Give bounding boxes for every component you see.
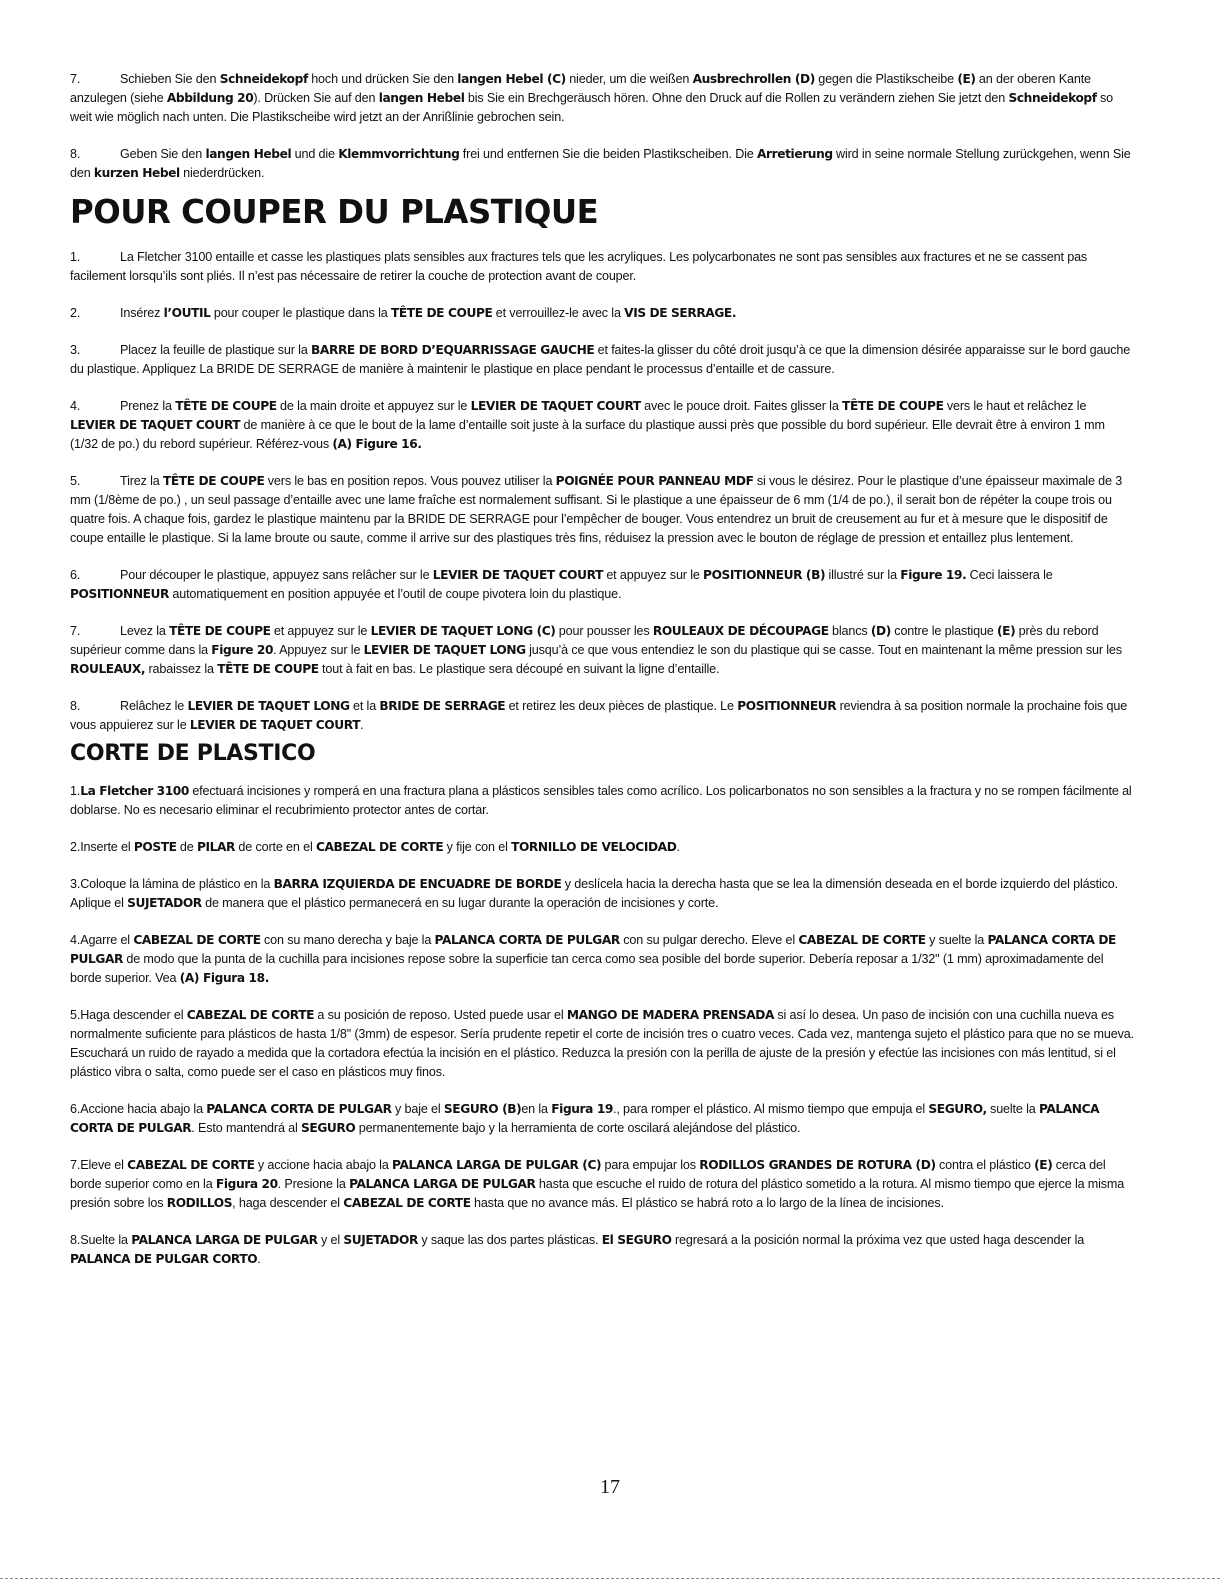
body-text: cerca del borde superior como en la (70, 1158, 1106, 1191)
body-text: . (360, 718, 364, 732)
body-text: Coloque la lámina de plástico en la (80, 877, 274, 891)
body-text: a su posición de reposo. Usted puede usar el (314, 1008, 567, 1022)
es-step-8 (70, 1231, 1134, 1269)
es-step-1 (70, 782, 1134, 820)
step-number: 6. (70, 1102, 81, 1116)
body-text: illustré sur la (825, 568, 901, 582)
bold-term: Schneidekopf (219, 72, 308, 86)
step-number: 1. (70, 250, 81, 264)
body-text: rabaissez la (145, 662, 218, 676)
bold-term: POSITIONNEUR (B) (703, 568, 826, 582)
es-step-4 (70, 931, 1134, 988)
body-text: y suelte la (925, 933, 988, 947)
step-number: 7. (70, 72, 81, 86)
body-text: si vous le désirez. Pour le plastique d’une épaisseur maximale de 3 mm (1/8ème de po.) , un seul passage d’entaille avec une lame fraîche est normalement suffisant. Si le plastique a une épaisseur de 6 mm (1/4 de po.), il serait bon de répéter la coupe trois ou quatre fois. A chaque fois, gardez le plastique maintenu par la BRIDE DE SERRAGE pour l’empêcher de bouger. Vous entendrez un bruit de creusement au fur et à mesure que le dispositif de coupe entaille le plastique. Si la lame broute ou saute, comme il arrive sur des plastiques très fins, réduisez la pression avec le bouton de réglage de pression et entaillez plus lentement. (70, 474, 1123, 545)
bold-term: TÊTE DE COUPE (175, 399, 277, 413)
body-text: frei und entfernen Sie die beiden Plastikscheiben. Die (459, 147, 757, 161)
bold-term: TÊTE DE COUPE (162, 474, 265, 488)
body-text: Inserte el (80, 840, 134, 854)
step-number: 3. (70, 877, 81, 891)
bold-term: RODILLOS (166, 1196, 233, 1210)
body-text: y deslícela hacia la derecha hasta que se lea la dimensión deseada en el borde izquierdo del plástico. Aplique el (70, 877, 1118, 910)
bold-term: TÊTE DE COUPE (842, 399, 944, 413)
bold-term: PALANCA LARGA DE PULGAR (131, 1233, 318, 1247)
body-text: blancs (828, 624, 871, 638)
de-step-8 (70, 145, 1134, 183)
bold-term: POIGNÉE POUR PANNEAU MDF (555, 474, 754, 488)
bold-term: langen Hebel (205, 147, 292, 161)
body-text: Insérez (120, 306, 164, 320)
section-title-spanish: CORTE DE PLASTICO (70, 741, 316, 766)
body-text: Accione hacia abajo la (80, 1102, 207, 1116)
section-title-french: POUR COUPER DU PLASTIQUE (70, 192, 599, 231)
bold-term: SUJETADOR (127, 896, 202, 910)
fr-step-4 (70, 397, 1134, 454)
bold-term: El SEGURO (601, 1233, 672, 1247)
body-text: Haga descender el (80, 1008, 187, 1022)
body-text: et appuyez sur le (602, 568, 704, 582)
body-text: La Fletcher 3100 entaille et casse les plastiques plats sensibles aux fractures tels que les acryliques. Les polycarbonates ne sont pas sensibles aux fractures et ne se cassent pas facilement lorsqu’ils sont pliés. Il n’est pas nécessaire de retirer la couche de protection avant de couper. (70, 250, 1088, 283)
body-text: permanentemente bajo y la herramienta de corte oscilará alejándose del plástico. (355, 1121, 801, 1135)
page-edge-divider (0, 1578, 1220, 1579)
body-text: Eleve el (80, 1158, 128, 1172)
bold-term: VIS DE SERRAGE. (624, 306, 737, 320)
bold-term: POSITIONNEUR (737, 699, 837, 713)
bold-term: SUJETADOR (343, 1233, 418, 1247)
body-text: y accione hacia abajo la (254, 1158, 393, 1172)
body-text: hasta que no avance más. El plástico se habrá roto a lo largo de la línea de incisiones. (470, 1196, 944, 1210)
body-text: nieder, um die weißen (565, 72, 693, 86)
body-text: Relâchez le (120, 699, 188, 713)
bold-term: TÊTE DE COUPE (217, 662, 319, 676)
es-step-7 (70, 1156, 1134, 1213)
body-text: et faites-la glisser du côté droit jusqu’à ce que la dimension désirée apparaisse sur le bord gauche du plastique. Appliquez La BRIDE DE SERRAGE de manière à maintenir le plastique en place pendant le processus d’entaille et de cassure. (70, 343, 1131, 376)
page-number: 17 (600, 1476, 620, 1498)
body-text: de modo que la punta de la cuchilla para incisiones repose sobre la superficie tan cerca como sea posible del borde superior. Debería reposar a 1/32" (1 mm) aproximadamente del borde superior. Vea (70, 952, 1104, 985)
body-text: et appuyez sur le (270, 624, 371, 638)
step-number: 8. (70, 1233, 81, 1247)
body-text: Suelte la (80, 1233, 132, 1247)
body-text: . Esto mantendrá al (191, 1121, 302, 1135)
bold-term: LEVIER DE TAQUET LONG (363, 643, 526, 657)
bold-term: TÊTE DE COUPE (390, 306, 493, 320)
body-text: et retirez les deux pièces de plastique. Le (505, 699, 738, 713)
bold-term: RODILLOS GRANDES DE ROTURA (D) (699, 1158, 936, 1172)
bold-term: LEVIER DE TAQUET COURT (70, 418, 241, 432)
body-text: hasta que escuche el ruido de rotura del plástico sometido a la rotura. Al mismo tiempo que ejerce la misma presión sobre los (70, 1177, 1125, 1210)
body-text: . (676, 840, 680, 854)
bold-term: POSITIONNEUR (70, 587, 170, 601)
body-text: contra el plástico (935, 1158, 1035, 1172)
bold-term: Ausbrechrollen (D) (692, 72, 815, 86)
body-text: Ceci laissera le (966, 568, 1053, 582)
bold-term: Figura 20 (215, 1177, 278, 1191)
body-text: Schieben Sie den (120, 72, 220, 86)
step-number: 5. (70, 1008, 81, 1022)
bold-term: PALANCA CORTA DE PULGAR (70, 1102, 1100, 1135)
body-text: . Appuyez sur le (273, 643, 364, 657)
bold-term: PALANCA LARGA DE PULGAR (349, 1177, 536, 1191)
bold-term: (E) (957, 72, 976, 86)
bold-term: CABEZAL DE CORTE (127, 1158, 255, 1172)
body-text: tout à fait en bas. Le plastique sera découpé en suivant la ligne d’entaille. (318, 662, 720, 676)
body-text: de (176, 840, 197, 854)
body-text: y fije con el (443, 840, 512, 854)
body-text: Tirez la (120, 474, 163, 488)
bold-term: ROULEAUX DE DÉCOUPAGE (652, 624, 829, 638)
bold-term: ROULEAUX, (70, 662, 146, 676)
body-text: et verrouillez-le avec la (492, 306, 625, 320)
bold-term: Figura 19 (551, 1102, 613, 1116)
step-number: 7. (70, 624, 81, 638)
body-text: en la (521, 1102, 552, 1116)
bold-term: BARRA IZQUIERDA DE ENCUADRE DE BORDE (273, 877, 562, 891)
body-text: près du rebord supérieur comme dans la (70, 624, 1099, 657)
body-text: reviendra à sa position normale la prochaine fois que vous appuierez sur le (70, 699, 1128, 732)
bold-term: (A) Figure 16. (332, 437, 422, 451)
body-text: de la main droite et appuyez sur le (276, 399, 471, 413)
step-number: 4. (70, 933, 81, 947)
bold-term: PILAR (196, 840, 236, 854)
body-text: Pour découper le plastique, appuyez sans relâcher sur le (120, 568, 433, 582)
bold-term: Klemmvorrichtung (338, 147, 460, 161)
body-text: an der oberen Kante anzulegen (siehe (70, 72, 1091, 105)
bold-term: Abbildung 20 (166, 91, 254, 105)
body-text: con su mano derecha y baje la (260, 933, 435, 947)
body-text: avec le pouce droit. Faites glisser la (640, 399, 843, 413)
step-number: 6. (70, 568, 81, 582)
body-text: niederdrücken. (179, 166, 265, 180)
step-number: 2. (70, 840, 81, 854)
bold-term: La Fletcher 3100 (80, 784, 189, 798)
body-text: efectuará incisiones y romperá en una fractura plana a plásticos sensibles tales como acrílico. Los policarbonatos no son sensibles a la fractura y no se rompen fácilmente al doblarse. No es necesario eliminar el recubrimiento protector antes de cortar. (70, 784, 1132, 817)
body-text: jusqu’à ce que vous entendiez le son du plastique qui se casse. Tout en maintenant la même pression sur les (525, 643, 1122, 657)
fr-step-8 (70, 697, 1134, 735)
body-text: regresará a la posición normal la próxima vez que usted haga descender la (671, 1233, 1085, 1247)
step-number: 3. (70, 343, 81, 357)
step-number: 8. (70, 147, 81, 161)
bold-term: PALANCA CORTA DE PULGAR (206, 1102, 392, 1116)
step-number: 2. (70, 306, 81, 320)
body-text: de manera que el plástico permanecerá en su lugar durante la operación de incisiones y corte. (201, 896, 719, 910)
bold-term: langen Hebel (378, 91, 465, 105)
body-text: so weit wie möglich nach unten. Die Plastikscheibe wird jetzt an der Anrißlinie gebrochen sein. (70, 91, 1114, 124)
body-text: automatiquement en position appuyée et l’outil de coupe pivotera loin du plastique. (169, 587, 622, 601)
bold-term: CABEZAL DE CORTE (343, 1196, 471, 1210)
body-text: wird in seine normale Stellung zurückgehen, wenn Sie den (70, 147, 1131, 180)
body-text: gegen die Plastikscheibe (814, 72, 958, 86)
fr-step-6 (70, 566, 1134, 604)
body-text: . (257, 1252, 261, 1266)
es-step-3 (70, 875, 1134, 913)
bold-term: TÊTE DE COUPE (169, 624, 271, 638)
step-number: 4. (70, 399, 81, 413)
body-text: pour pousser les (555, 624, 653, 638)
body-text: vers le haut et relâchez le (943, 399, 1087, 413)
bold-term: Schneidekopf (1008, 91, 1097, 105)
bold-term: PALANCA CORTA DE PULGAR (434, 933, 620, 947)
fr-step-1 (70, 248, 1134, 286)
bold-term: langen Hebel (C) (457, 72, 566, 86)
bold-term: CABEZAL DE CORTE (798, 933, 926, 947)
body-text: Agarre el (80, 933, 134, 947)
de-step-7 (70, 70, 1134, 127)
bold-term: (A) Figura 18. (179, 971, 269, 985)
body-text: und die (291, 147, 339, 161)
fr-step-5 (70, 472, 1134, 548)
body-text: Placez la feuille de plastique sur la (120, 343, 312, 357)
body-text: hoch und drücken Sie den (307, 72, 458, 86)
bold-term: (E) (1034, 1158, 1053, 1172)
step-number: 5. (70, 474, 81, 488)
bold-term: TORNILLO DE VELOCIDAD (511, 840, 677, 854)
body-text: bis Sie ein Brechgeräusch hören. Ohne den Druck auf die Rollen zu verändern ziehen Sie jetzt den (464, 91, 1009, 105)
body-text: vers le bas en position repos. Vous pouvez utiliser la (264, 474, 556, 488)
bold-term: CABEZAL DE CORTE (186, 1008, 315, 1022)
fr-step-2 (70, 304, 1134, 323)
bold-term: BARRE DE BORD D’EQUARRISSAGE GAUCHE (311, 343, 595, 357)
body-text: contre le plastique (890, 624, 998, 638)
bold-term: Figure 19. (900, 568, 967, 582)
body-text: Prenez la (120, 399, 176, 413)
bold-term: Figure 20 (211, 643, 274, 657)
body-text: de manière à ce que le bout de la lame d’entaille soit juste à la surface du plastique aussi près que possible du bord supérieur. Elle devrait être à environ 1 mm (1/32 de po.) du rebord supérieur. Référez-vous (70, 418, 1105, 451)
body-text: ., para romper el plástico. Al mismo tiempo que empuja el (613, 1102, 929, 1116)
body-text: . Presione la (277, 1177, 350, 1191)
bold-term: PALANCA CORTA DE PULGAR (70, 933, 1116, 966)
es-step-2 (70, 838, 1134, 857)
step-number: 1. (70, 784, 81, 798)
body-text: y baje el (391, 1102, 444, 1116)
fr-step-7 (70, 622, 1134, 679)
bold-term: LEVIER DE TAQUET LONG (C) (370, 624, 556, 638)
body-text: y saque las dos partes plásticas. (417, 1233, 602, 1247)
es-step-5 (70, 1006, 1134, 1082)
body-text: , haga descender el (232, 1196, 344, 1210)
body-text: de corte en el (235, 840, 316, 854)
bold-term: LEVIER DE TAQUET COURT (432, 568, 603, 582)
body-text: suelte la (986, 1102, 1039, 1116)
bold-term: POSTE (133, 840, 177, 854)
step-number: 8. (70, 699, 81, 713)
body-text: et la (349, 699, 380, 713)
body-text: para empujar los (601, 1158, 700, 1172)
bold-term: LEVIER DE TAQUET LONG (187, 699, 350, 713)
bold-term: kurzen Hebel (93, 166, 180, 180)
fr-step-3 (70, 341, 1134, 379)
bold-term: SEGURO (301, 1121, 356, 1135)
bold-term: SEGURO, (928, 1102, 987, 1116)
es-step-6 (70, 1100, 1134, 1138)
body-text: ). Drücken Sie auf den (253, 91, 379, 105)
body-text: pour couper le plastique dans la (210, 306, 391, 320)
body-text: con su pulgar derecho. Eleve el (619, 933, 799, 947)
bold-term: CABEZAL DE CORTE (133, 933, 261, 947)
bold-term: l’OUTIL (163, 306, 211, 320)
bold-term: PALANCA DE PULGAR CORTO (70, 1252, 258, 1266)
body-text: Geben Sie den (120, 147, 206, 161)
bold-term: (D) (870, 624, 891, 638)
bold-term: PALANCA LARGA DE PULGAR (C) (392, 1158, 602, 1172)
bold-term: Arretierung (757, 147, 833, 161)
body-text: y el (317, 1233, 344, 1247)
step-number: 7. (70, 1158, 81, 1172)
bold-term: SEGURO (B) (443, 1102, 522, 1116)
bold-term: BRIDE DE SERRAGE (379, 699, 506, 713)
bold-term: LEVIER DE TAQUET COURT (189, 718, 361, 732)
bold-term: CABEZAL DE CORTE (315, 840, 444, 854)
bold-term: (E) (997, 624, 1016, 638)
body-text: Levez la (120, 624, 170, 638)
body-text: si así lo desea. Un paso de incisión con una cuchilla nueva es normalmente suficiente para plásticos de hasta 1/8" (3mm) de espesor. Sería prudente repetir el corte de incisión tres o cuatro veces. Cada vez, mantenga sujeto el plástico para que no se mueva. Escuchará un ruido de rayado a medida que la cortadora efectúa la incisión en el plástico. Reduzca la presión con la perilla de ajuste de la presión y efectúe las incisiones con más lentitud, si el plástico vibra o salta, como puede ser el caso en plásticos muy finos. (70, 1008, 1134, 1079)
bold-term: MANGO DE MADERA PRENSADA (566, 1008, 775, 1022)
bold-term: LEVIER DE TAQUET COURT (470, 399, 641, 413)
